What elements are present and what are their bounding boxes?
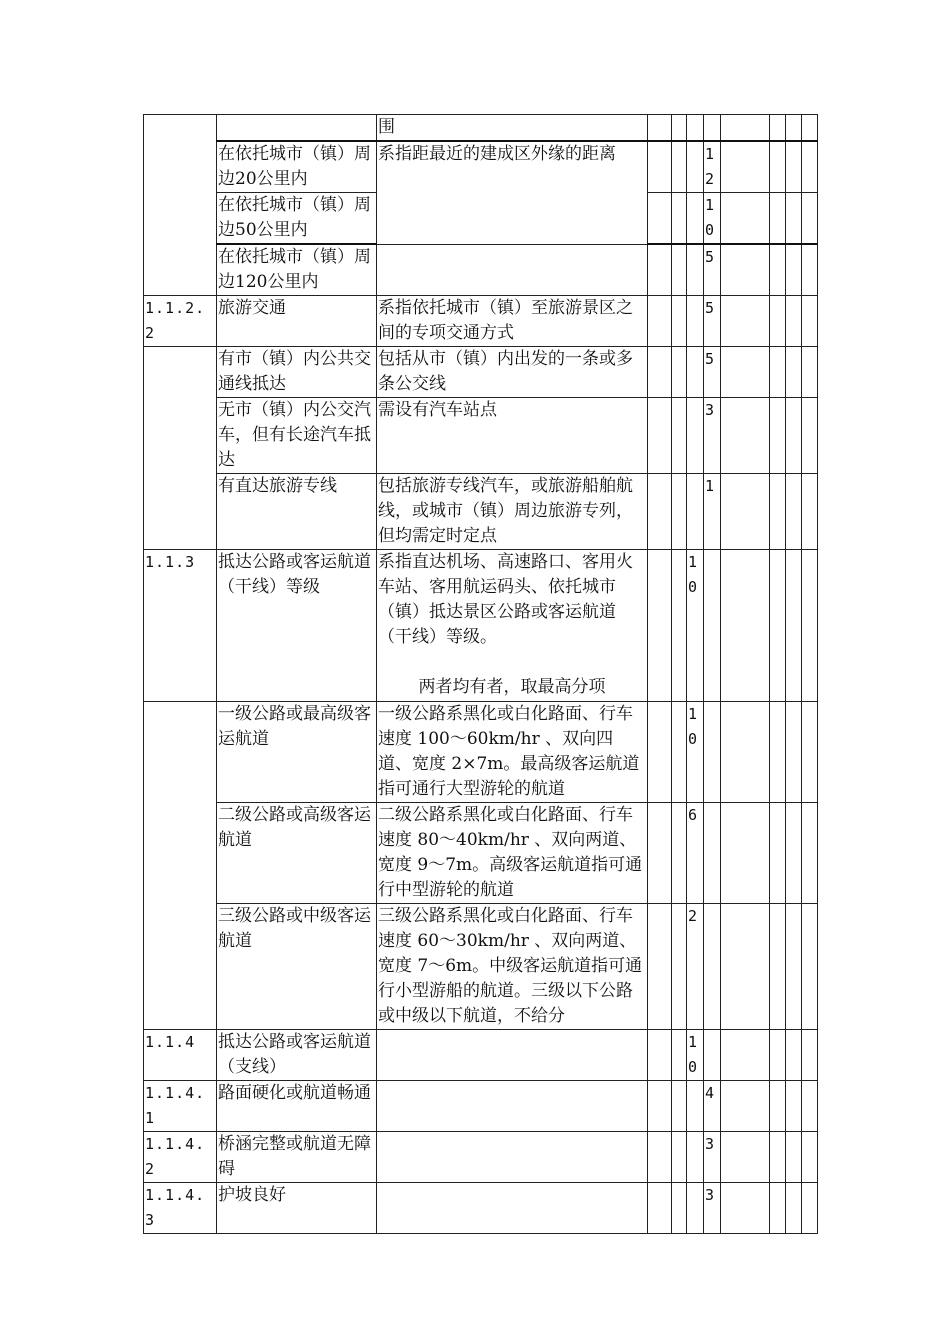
score-cell [648,244,672,296]
score-cell [786,193,802,245]
score-cell [786,550,802,702]
code-cell [144,115,217,296]
item-cell: 抵达公路或客运航道（支线） [217,1030,377,1081]
score-cell [672,141,687,193]
score-cell [786,803,802,904]
score-cell: 2 [687,904,704,1030]
note-text: 两者均有者，取最高分项 [418,677,606,697]
score-cell [687,347,704,398]
score-cell [687,1081,704,1132]
score-cell: 5 [704,296,721,347]
score-cell [770,244,786,296]
score-cell [721,296,770,347]
score-cell [786,141,802,193]
score-cell [648,702,672,803]
code-cell: 1.1.2.2 [144,296,217,347]
item-cell: 一级公路或最高级客运航道 [217,702,377,803]
item-cell [217,115,377,142]
score-cell [672,193,687,245]
score-cell [786,474,802,550]
score-cell [721,1183,770,1234]
score-cell: 6 [687,803,704,904]
score-cell [802,803,818,904]
score-cell [721,1030,770,1081]
score-cell [721,193,770,245]
score-cell [687,244,704,296]
score-cell [770,1132,786,1183]
table-row [144,803,818,904]
score-cell [648,347,672,398]
score-cell [802,904,818,1030]
score-cell [648,115,672,142]
item-cell: 旅游交通 [217,296,377,347]
desc-cell [377,1030,648,1081]
item-cell: 桥涵完整或航道无障碍 [217,1132,377,1183]
desc-cell: 系指距最近的建成区外缘的距离 [377,141,648,244]
score-cell [721,141,770,193]
table-row [144,347,818,398]
score-cell [721,115,770,142]
table-row [144,702,818,803]
desc-cell: 围 [377,115,648,142]
score-cell [672,702,687,803]
item-cell: 护坡良好 [217,1183,377,1234]
score-cell [648,1132,672,1183]
score-cell [786,398,802,474]
desc-cell [377,550,648,702]
score-cell [770,1081,786,1132]
score-cell [721,398,770,474]
score-cell [721,244,770,296]
score-cell [687,1132,704,1183]
desc-cell: 需设有汽车站点 [377,398,648,474]
score-cell [704,702,721,803]
score-cell [672,1183,687,1234]
score-cell [802,550,818,702]
desc-cell [377,1132,648,1183]
item-cell: 抵达公路或客运航道（干线）等级 [217,550,377,702]
score-cell [786,347,802,398]
score-cell [802,141,818,193]
item-cell: 有市（镇）内公共交通线抵达 [217,347,377,398]
table-row [144,1132,818,1183]
code-cell: 1.1.4.2 [144,1132,217,1183]
score-cell [770,904,786,1030]
score-cell [721,1081,770,1132]
score-cell [648,296,672,347]
item-cell: 无市（镇）内公交汽车，但有长途汽车抵达 [217,398,377,474]
table-row [144,474,818,550]
score-cell [672,1132,687,1183]
scoring-table [143,114,818,1234]
score-cell [770,115,786,142]
score-cell [704,904,721,1030]
score-cell [770,193,786,245]
score-cell [687,193,704,245]
score-cell [802,702,818,803]
score-cell: 3 [704,1183,721,1234]
score-cell [648,474,672,550]
score-cell [770,141,786,193]
score-cell [786,244,802,296]
item-cell: 在依托城市（镇）周边50公里内 [217,193,377,245]
score-cell: 1 [704,474,721,550]
score-cell [721,550,770,702]
score-cell [687,115,704,142]
score-cell [770,1030,786,1081]
score-cell [648,904,672,1030]
score-cell [648,1183,672,1234]
score-cell: 10 [687,550,704,702]
score-cell [704,1030,721,1081]
code-cell [144,347,217,550]
score-cell [802,1183,818,1234]
score-cell [770,1183,786,1234]
score-cell [770,803,786,904]
item-cell: 二级公路或高级客运航道 [217,803,377,904]
table-row [144,1030,818,1081]
score-cell [704,550,721,702]
item-cell: 在依托城市（镇）周边20公里内 [217,141,377,193]
score-cell [786,296,802,347]
table-row [144,1081,818,1132]
table-row [144,904,818,1030]
score-cell [786,904,802,1030]
score-cell [648,398,672,474]
table-row [144,115,818,142]
score-cell: 10 [687,1030,704,1081]
desc-cell [377,1081,648,1132]
score-cell [704,115,721,142]
score-cell [721,347,770,398]
table-row [144,296,818,347]
table-row [144,550,818,702]
score-cell [672,1081,687,1132]
score-cell [721,702,770,803]
spacer [378,650,646,675]
desc-text: 系指直达机场、高速路口、客用火车站、客用航运码头、依托城市（镇）抵达景区公路或客运航道（干线）等级。 [378,552,633,647]
score-cell: 5 [704,244,721,296]
score-cell [770,398,786,474]
code-cell [144,702,217,1030]
score-cell [672,904,687,1030]
score-cell: 10 [704,193,721,245]
score-cell [802,244,818,296]
score-cell [648,193,672,245]
score-cell [802,115,818,142]
score-cell [687,474,704,550]
score-cell: 4 [704,1081,721,1132]
item-cell: 路面硬化或航道畅通 [217,1081,377,1132]
score-cell [672,244,687,296]
score-cell [786,1183,802,1234]
score-cell [802,398,818,474]
table-row [144,398,818,474]
score-cell [721,1132,770,1183]
score-cell [802,1081,818,1132]
score-cell [672,474,687,550]
score-cell [786,702,802,803]
item-cell: 有直达旅游专线 [217,474,377,550]
table-row [144,1183,818,1234]
score-cell [802,474,818,550]
code-cell: 1.1.4.1 [144,1081,217,1132]
score-cell [672,296,687,347]
score-cell [721,904,770,1030]
score-cell [687,296,704,347]
score-cell [672,550,687,702]
score-cell [802,1132,818,1183]
score-cell [802,347,818,398]
score-cell [672,803,687,904]
score-cell: 12 [704,141,721,193]
score-cell [687,1183,704,1234]
score-cell [802,1030,818,1081]
table-row [144,244,818,296]
score-cell [672,115,687,142]
desc-cell: 二级公路系黑化或白化路面、行车速度 80～40km/hr 、双向两道、宽度 9～7m。高级客运航道指可通行中型游轮的航道 [377,803,648,904]
score-cell [770,702,786,803]
score-cell [786,1081,802,1132]
desc-cell: 三级公路系黑化或白化路面、行车速度 60～30km/hr 、双向两道、宽度 7～6m。中级客运航道指可通行小型游船的航道。三级以下公路或中级以下航道，不给分 [377,904,648,1030]
score-cell [786,115,802,142]
score-cell [802,193,818,245]
score-cell [648,803,672,904]
table-row [144,141,818,193]
score-cell [704,803,721,904]
score-cell [770,550,786,702]
score-cell: 5 [704,347,721,398]
score-cell [672,347,687,398]
code-cell: 1.1.4.3 [144,1183,217,1234]
score-cell [648,1081,672,1132]
score-cell [672,398,687,474]
desc-cell: 包括从市（镇）内出发的一条或多条公交线 [377,347,648,398]
score-cell [648,1030,672,1081]
score-cell [721,803,770,904]
score-cell: 3 [704,398,721,474]
score-cell [770,347,786,398]
score-cell [802,296,818,347]
score-cell [648,141,672,193]
score-cell [672,1030,687,1081]
score-cell: 10 [687,702,704,803]
desc-cell: 一级公路系黑化或白化路面、行车速度 100～60km/hr 、双向四道、宽度 2×7m。最高级客运航道指可通行大型游轮的航道 [377,702,648,803]
desc-cell [377,244,648,296]
score-cell [648,550,672,702]
score-cell [770,474,786,550]
score-cell [687,141,704,193]
desc-cell [377,1183,648,1234]
item-cell: 在依托城市（镇）周边120公里内 [217,244,377,296]
code-cell: 1.1.3 [144,550,217,702]
score-cell [786,1132,802,1183]
code-cell: 1.1.4 [144,1030,217,1081]
score-cell [770,296,786,347]
score-cell [687,398,704,474]
item-cell: 三级公路或中级客运航道 [217,904,377,1030]
score-cell [721,474,770,550]
score-cell [786,1030,802,1081]
score-cell: 3 [704,1132,721,1183]
desc-cell: 包括旅游专线汽车，或旅游船舶航线，或城市（镇）周边旅游专列，但均需定时定点 [377,474,648,550]
desc-cell: 系指依托城市（镇）至旅游景区之间的专项交通方式 [377,296,648,347]
